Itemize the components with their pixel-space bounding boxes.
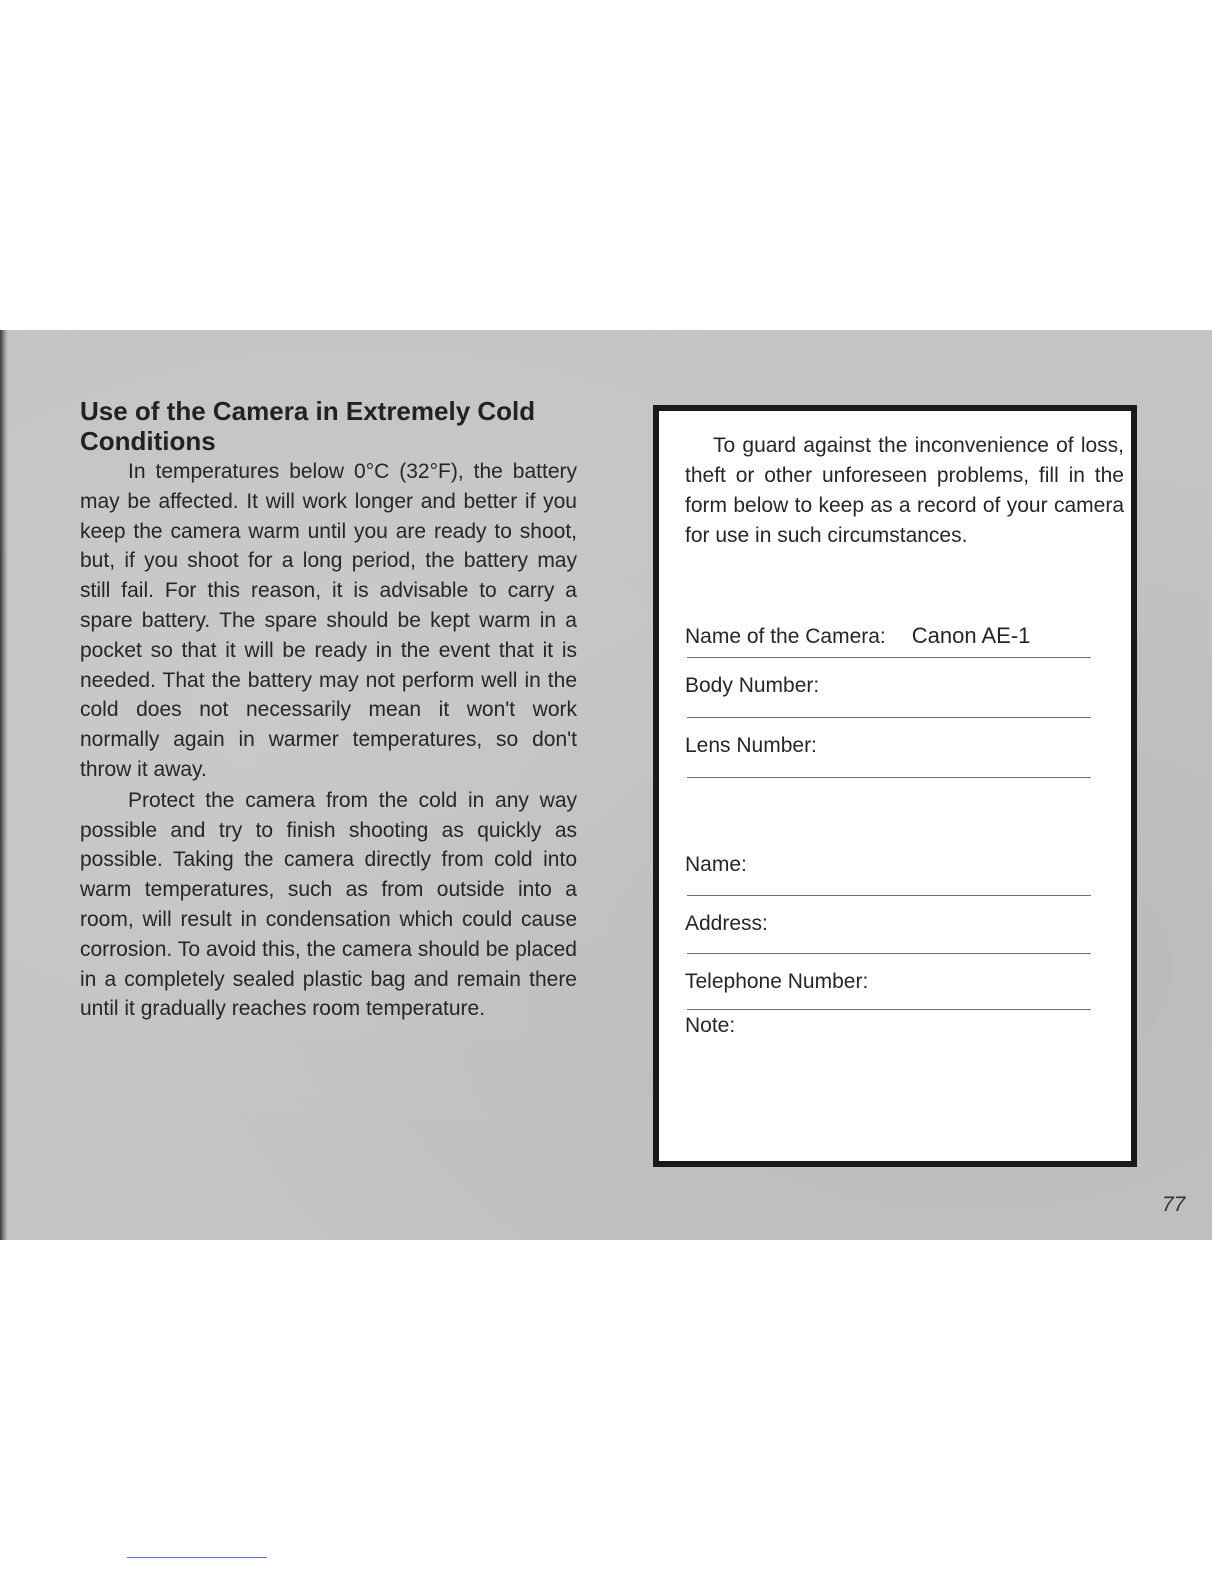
owner-name-label: Name: (685, 853, 747, 876)
paragraph-battery: In temperatures below 0°C (32°F), the battery may be affected. It will work longer and better if you keep the camera warm until you are ready to shoot, but, if you shoot for a long period, the battery may still fail. For this reason, it is advisable to carry a spare battery. The spare should be kept warm in a pocket so that it will be ready in the event that it is needed. That the battery may not perform well in the cold does not necessarily mean it won't work normally again in warmer temperatures, so don't throw it away. (80, 460, 577, 781)
owner-name-line[interactable] (687, 895, 1091, 896)
manual-page-scan (0, 330, 1212, 1240)
book-spine-shadow (0, 330, 8, 1240)
camera-name-line[interactable] (687, 657, 1091, 658)
bottom-underline-artifact (127, 1557, 267, 1558)
note-label: Note: (685, 1014, 736, 1037)
telephone-line[interactable] (687, 1009, 1091, 1010)
form-intro: To guard against the inconvenience of loss, theft or other unforeseen problems, fill in the form below to keep as a record of your camera for use in such circumstances. (685, 434, 1124, 547)
telephone-field (685, 969, 1091, 995)
address-label: Address: (685, 912, 768, 935)
lens-number-line[interactable] (687, 777, 1091, 778)
address-field (685, 911, 1091, 937)
camera-record-form (653, 405, 1137, 1167)
address-line[interactable] (687, 953, 1091, 954)
body-number-label: Body Number: (685, 674, 820, 697)
telephone-label: Telephone Number: (685, 970, 869, 993)
note-field (685, 1013, 1091, 1039)
lens-number-label: Lens Number: (685, 734, 817, 757)
lens-number-field (685, 733, 1091, 759)
paragraph-condensation: Protect the camera from the cold in any way possible and try to finish shooting as quickly as possible. Taking the camera directly from cold into warm temperatures, such as from outside into a room, will result in condensation which could cause corrosion. To avoid this, the camera should be placed in a completely sealed plastic bag and remain there until it gradually reaches room temperature. (80, 788, 577, 1021)
camera-name-value: Canon AE-1 (911, 623, 1031, 648)
body-number-line[interactable] (687, 717, 1091, 718)
owner-name-field (685, 852, 1091, 878)
page-number: 77 (1162, 1193, 1186, 1216)
section-heading: Use of the Camera in Extremely Cold Conditions (80, 396, 536, 456)
camera-name-field (685, 623, 1091, 650)
camera-name-label: Name of the Camera: (685, 625, 886, 648)
cold-conditions-section (80, 396, 577, 1024)
body-number-field (685, 673, 1091, 699)
